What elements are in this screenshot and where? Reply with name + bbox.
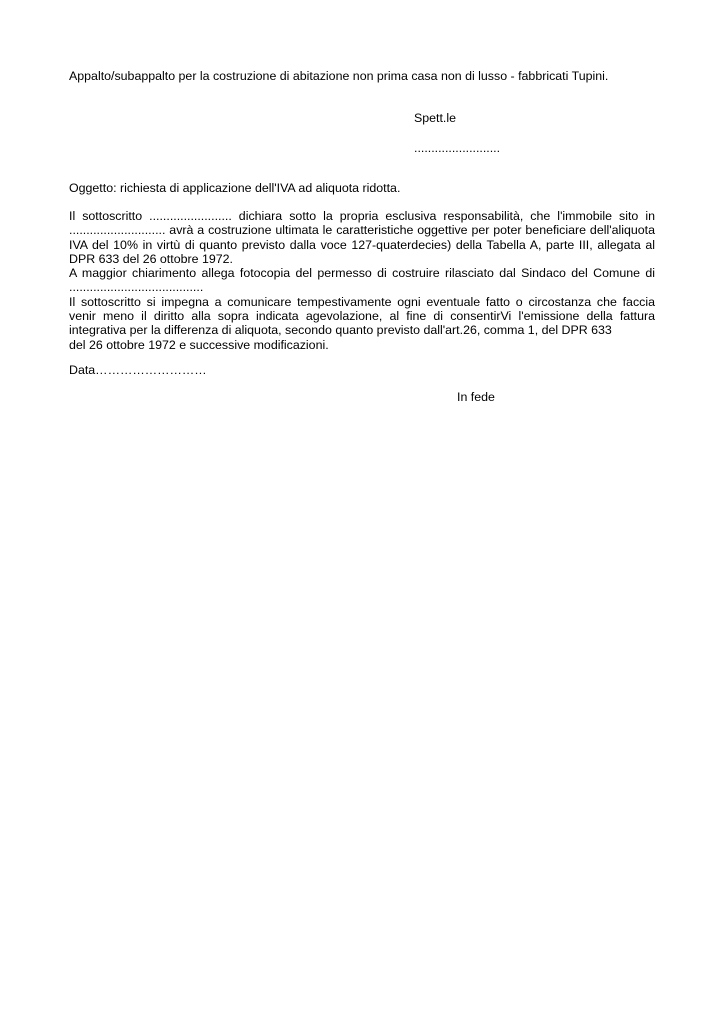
subject-line: Oggetto: richiesta di applicazione dell'IVA ad aliquota ridotta.	[69, 181, 401, 195]
attachment-paragraph: A maggior chiarimento allega fotocopia del permesso di costruire rilasciato dal Sindaco del Comune di .......................................	[69, 266, 655, 295]
recipient-name-placeholder: .........................	[414, 141, 501, 155]
closing-signature: In fede	[457, 390, 495, 404]
commitment-paragraph-end: del 26 ottobre 1972 e successive modificazioni.	[69, 337, 329, 352]
commitment-paragraph: Il sottoscritto si impegna a comunicare tempestivamente ogni eventuale fatto o circostanza che faccia venir meno il diritto alla sopra indicata agevolazione, al fine di consentirVi l'emissione della fattura integrativa per la differenza di aliquota, secondo quanto previsto dall'art.26, comma 1, del DPR 633	[69, 294, 655, 338]
recipient-salutation: Spett.le	[414, 111, 457, 125]
date-line: Data………………………	[69, 363, 207, 377]
declaration-paragraph: Il sottoscritto ........................ dichiara sotto la propria esclusiva responsabilità, che l'immobile sito in ............................ avrà a costruzione ultimata le caratteristiche oggettive per poter beneficiare dell'aliquota IVA del 10% in virtù di quanto previsto dalla voce 127-quaterdecies) della Tabella A, parte III, allegata al DPR 633 del 26 ottobre 1972.	[69, 209, 655, 266]
body-text	[69, 209, 655, 352]
document-heading: Appalto/subappalto per la costruzione di abitazione non prima casa non di lusso - fabbricati Tupini.	[69, 69, 609, 83]
